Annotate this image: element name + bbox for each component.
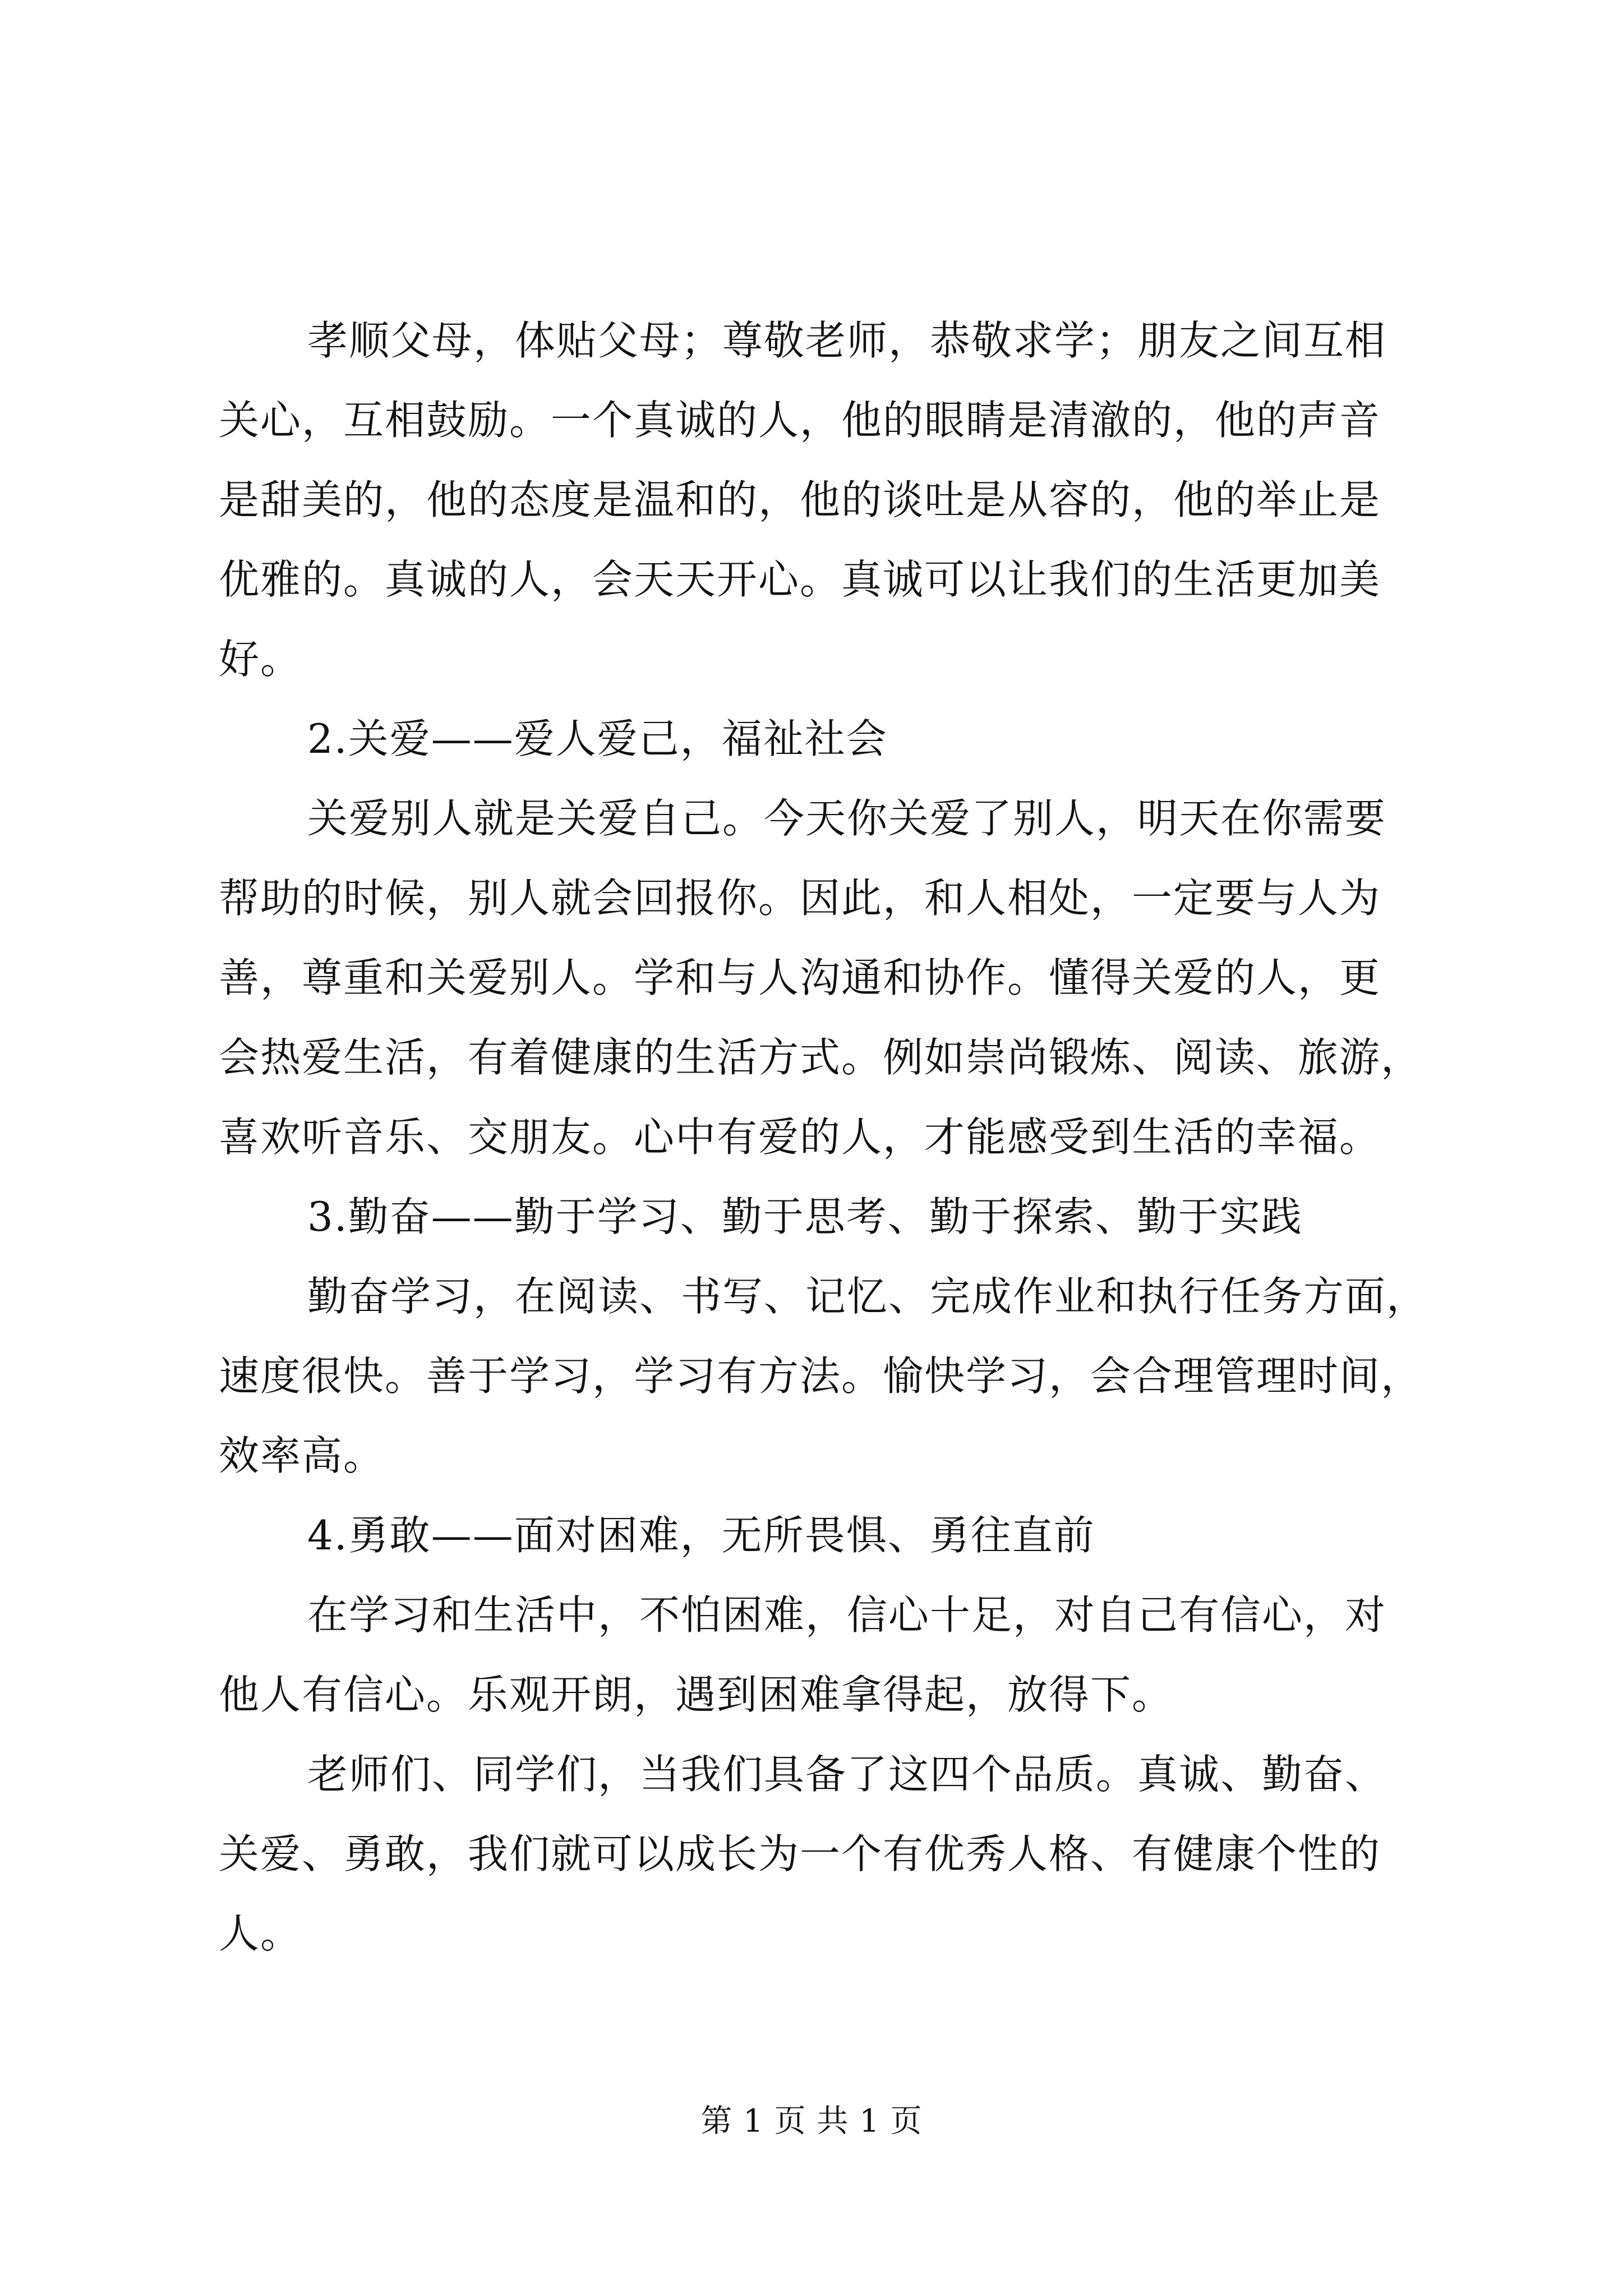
text-line: 关爱别人就是关爱自己。今天你关爱了别人，明天在你需要 xyxy=(307,795,1387,842)
heading-courage xyxy=(219,1496,1424,1575)
text-line: 关心，互相鼓励。一个真诚的人，他的眼睛是清澈的，他的声音 xyxy=(219,397,1381,444)
text-line: 勤奋学习，在阅读、书写、记忆、完成作业和执行任务方面， xyxy=(307,1273,1428,1320)
text-line: 老师们、同学们，当我们具备了这四个品质。真诚、勤奋、 xyxy=(307,1751,1387,1798)
text-line: 善，尊重和关爱别人。学和与人沟通和协作。懂得关爱的人，更 xyxy=(219,954,1381,1001)
text-line: 关爱、勇敢，我们就可以成长为一个有优秀人格、有健康个性的 xyxy=(219,1830,1381,1878)
paragraph-conclusion xyxy=(219,1734,1424,1973)
text-line: 优雅的。真诚的人，会天天开心。真诚可以让我们的生活更加美 xyxy=(219,556,1381,603)
text-line: 会热爱生活，有着健康的生活方式。例如崇尚锻炼、阅读、旅游， xyxy=(219,1034,1423,1081)
text-line: 在学习和生活中，不怕困难，信心十足，对自己有信心，对 xyxy=(307,1591,1387,1639)
text-line: 人。 xyxy=(219,1910,302,1957)
heading-care xyxy=(219,699,1424,779)
page-footer: 第 1 页 共 1 页 xyxy=(700,2103,923,2139)
text-line: 帮助的时候，别人就会回报你。因此，和人相处，一定要与人为 xyxy=(219,875,1381,922)
text-line: 是甜美的，他的态度是温和的，他的谈吐是从容的，他的举止是 xyxy=(219,476,1381,523)
text-line: 他人有信心。乐观开朗，遇到困难拿得起，放得下。 xyxy=(219,1671,1174,1718)
text-line: 好。 xyxy=(219,636,302,683)
document-body xyxy=(219,301,1428,1973)
paragraph-diligence xyxy=(219,1257,1428,1496)
text-line: 速度很快。善于学习，学习有方法。愉快学习，会合理管理时间， xyxy=(219,1352,1423,1400)
heading-diligence xyxy=(219,1177,1424,1257)
paragraph-courage xyxy=(219,1575,1424,1734)
paragraph-care xyxy=(219,779,1424,1177)
section-heading: 4.勇敢——面对困难，无所畏惧、勇往直前 xyxy=(307,1512,1095,1559)
section-heading: 2.关爱——爱人爱己，福祉社会 xyxy=(307,715,888,762)
section-heading: 3.勤奋——勤于学习、勤于思考、勤于探索、勤于实践 xyxy=(307,1193,1303,1240)
text-line: 孝顺父母，体贴父母；尊敬老师，恭敬求学；朋友之间互相 xyxy=(307,317,1387,364)
text-line: 效率高。 xyxy=(219,1432,385,1479)
paragraph-sincerity-continued xyxy=(219,301,1424,699)
text-line: 喜欢听音乐、交朋友。心中有爱的人，才能感受到生活的幸福。 xyxy=(219,1114,1381,1161)
